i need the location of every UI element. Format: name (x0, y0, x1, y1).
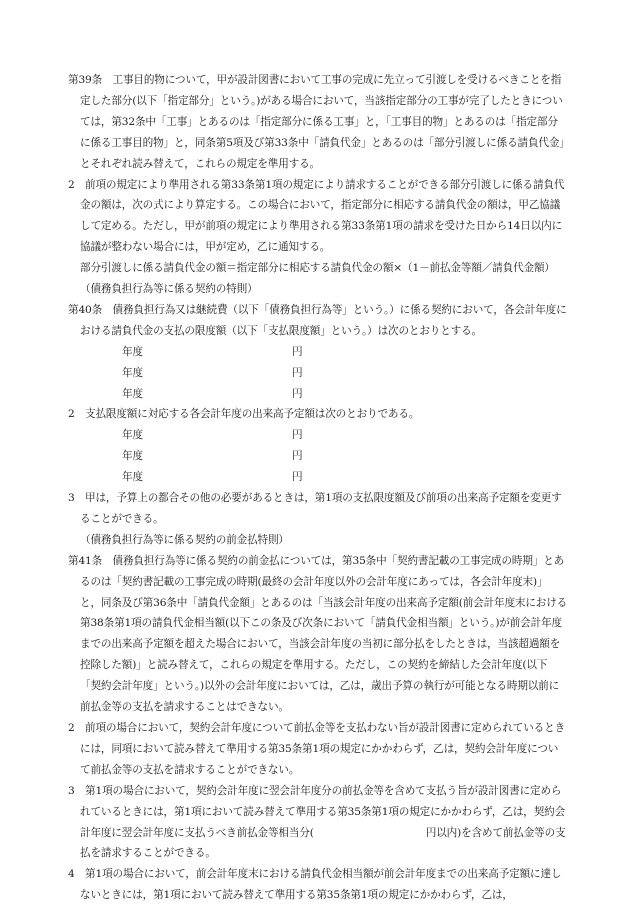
table-row (68, 384, 568, 405)
article-41-heading: （債務負担行為等に係る契約の前金払特則） (80, 533, 289, 546)
payment-limit-table (68, 342, 568, 405)
article-41-paragraph-2: 2 前項の場合において，契約会計年度について前払金等を支払わない旨が設計図書に定められているときには，同項において読み替えて準用する第35条第1項の規定にかかわらず，乙は，契約会計年度について前払金等の支払を請求することができない。 (68, 722, 566, 776)
yen-label: 円 (292, 450, 303, 463)
yen-label: 円 (292, 345, 303, 358)
article-41-paragraph-4: 4 第1項の場合において，前会計年度末における請負代金相当額が前会計年度までの出来高予定額に達しないときには，第1項において読み替えて準用する第35条第1項の規定にかかわらず，乙は， (68, 868, 562, 902)
article-40-paragraph-1: 第40条 債務負担行為又は継続費（以下「債務負担行為等」という。）に係る契約において，各会計年度における請負代金の支払の限度額（以下「支払限度額」という。）は次のとおりとする。 (68, 303, 567, 337)
year-label: 年度 (122, 387, 143, 400)
yen-label: 円 (292, 366, 303, 379)
year-label: 年度 (122, 345, 143, 358)
article-39-formula: 部分引渡しに係る請負代金の額＝指定部分に相応する請負代金の額×（1－前払金等額／請負代金額） (80, 262, 555, 275)
article-39-paragraph-1: 第39条 工事目的物について，甲が設計図書において工事の完成に先立って引渡しを受けるべきことを指定した部分(以下「指定部分」という。)がある場合において，当該指定部分の工事が完了したときについては，第32条中「工事」とあるのは「指定部分に係る工事」と，「工事目的物」とあるのは「指定部分に係る工事目的物」と，同条第5項及び第33条中「請負代金」とあるのは「部分引渡しに係る請負代金」とそれぞれ読み替えて，これらの規定を準用する。 (68, 74, 565, 170)
paragraph-text: 3 第1項の場合において，契約会計年度に翌会計年度分の前払金等を含めて支払う旨が設計図書に定められているときには，第1項において読み替えて準用する第35条第1項の規定にかかわらず，乙は，契約会計年度に翌会計年度に支払うべき前払金等相当分( (68, 784, 566, 839)
article-41-paragraph-1: 第41条 債務負担行為等に係る契約の前金払については，第35条中「契約書記載の工事完成の時期」とあるのは「契約書記載の工事完成の時期(最終の会計年度以外の会計年度にあっては，各会計年度末)」と，同条及び第36条中「請負代金額」とあるのは「当該会計年度の出来高予定額(前会計年度末における第38条第1項の請負代金相当額(以下この条及び次条において「請負代金相当額」という。)が前会計年度までの出来高予定額を超えた場合において，当該会計年度の当初に部分払をしたときは，当該超過額を控除した額)」と読み替えて，これらの規定を準用する。ただし，この契約を締結した会計年度(以下「契約会計年度」という。)以外の会計年度においては，乙は，歳出予算の執行が可能となる時期以前に前払金等の支払を請求することはできない。 (68, 554, 568, 714)
yen-label: 円 (292, 429, 303, 442)
table-row (68, 467, 568, 488)
table-row (68, 342, 568, 363)
article-40-paragraph-2: 2 支払限度額に対応する各会計年度の出来高予定額は次のとおりである。 (68, 408, 420, 421)
yen-label: 円 (292, 471, 303, 484)
year-label: 年度 (122, 366, 143, 379)
article-41-paragraph-3 (68, 781, 568, 865)
year-label: 年度 (122, 450, 143, 463)
paragraph-text: を含めて前払金等の支払を請求することができる。 (80, 826, 566, 860)
planned-output-table (68, 425, 568, 488)
table-row (68, 446, 568, 467)
article-40-paragraph-3: 3 甲は，予算上の都合その他の必要があるときは，第1項の支払限度額及び前項の出来高予定額を変更することができる。 (68, 492, 562, 525)
table-row (68, 425, 568, 446)
article-40-heading: （債務負担行為等に係る契約の特則） (80, 283, 258, 296)
year-label: 年度 (122, 471, 143, 484)
document-body (68, 70, 568, 906)
amount-unit: 円以内) (425, 826, 462, 839)
article-39-paragraph-2: 2 前項の規定により準用される第33条第1項の規定により請求することができる部分引渡しに係る請負代金の額は，次の式により算定する。この場合において，指定部分に相応する請負代金の額は，甲乙協議して定める。ただし，甲が前項の規定により準用される第33条第1項の請求を受けた日から14日以内に協議が整わない場合には，甲が定め，乙に通知する。 (68, 178, 565, 254)
table-row (68, 363, 568, 384)
yen-label: 円 (292, 387, 303, 400)
year-label: 年度 (122, 429, 143, 442)
